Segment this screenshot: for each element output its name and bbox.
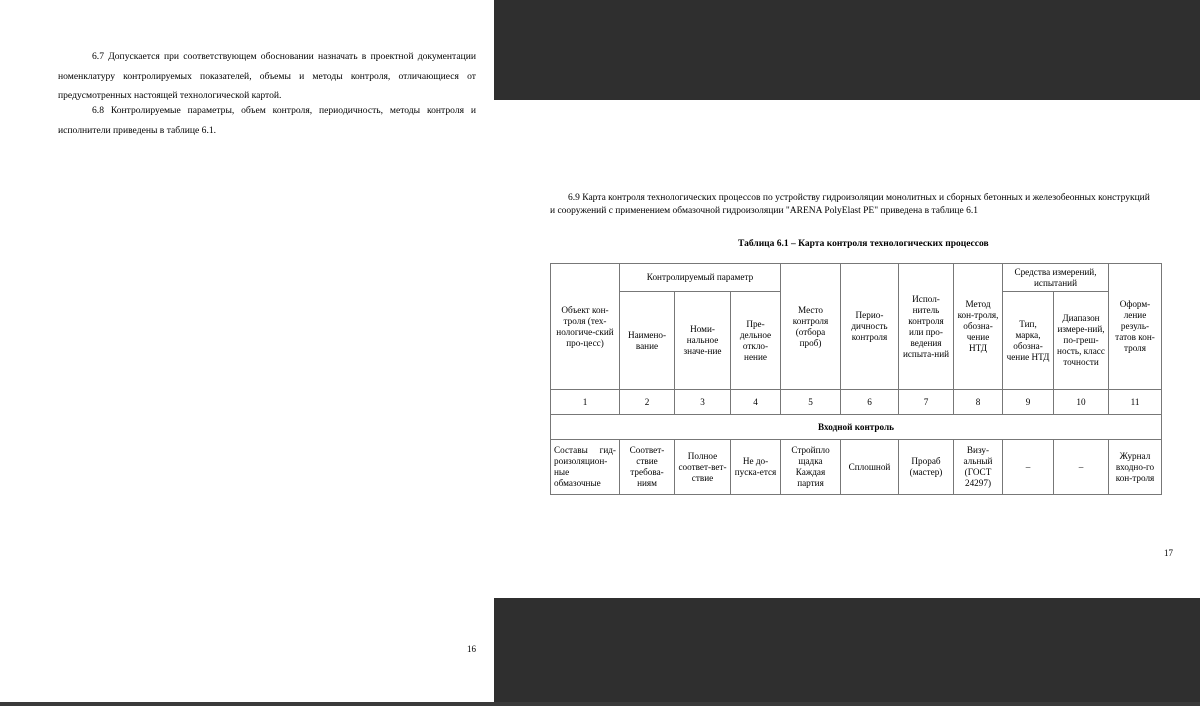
- right-page: [494, 100, 1200, 598]
- col-number: 2: [620, 390, 675, 415]
- col-number: 8: [954, 390, 1003, 415]
- header-object: Объект кон-троля (тех-нологиче-ский про-цесс): [551, 264, 620, 390]
- page-number-left: 16: [467, 644, 476, 654]
- header-place: Место контроля (отбора проб): [781, 264, 841, 390]
- col-number: 10: [1054, 390, 1109, 415]
- header-performer: Испол-нитель контроля или про-ведения испыта-ний: [899, 264, 954, 390]
- col-number: 4: [731, 390, 781, 415]
- col-number: 1: [551, 390, 620, 415]
- cell-name: Соответ-ствие требова-ниям: [620, 440, 675, 495]
- cell-registration: Журнал входно-го кон-троля: [1109, 440, 1162, 495]
- left-page: [0, 0, 494, 702]
- paragraph-6-9: 6.9 Карта контроля технологических процессов по устройству гидроизоляции монолитных и сборных бетонных и железобеонных конструкций и сооружений с применением обмазочной гидроизоляции "ARENA PolyElast PE" приведена в таблице 6.1: [550, 193, 1150, 216]
- col-number: 11: [1109, 390, 1162, 415]
- header-method: Метод кон-троля, обозна-чение НТД: [954, 264, 1003, 390]
- cell-period: Сплошной: [841, 440, 899, 495]
- col-number: 6: [841, 390, 899, 415]
- col-number: 5: [781, 390, 841, 415]
- section-input-control: Входной контроль: [551, 415, 1162, 440]
- cell-place: Стройпло щадка Каждая партия: [781, 440, 841, 495]
- table-title: Таблица 6.1 – Карта контроля технологических процессов: [738, 239, 989, 249]
- page-number-right: 17: [1164, 548, 1173, 558]
- viewer-background: [0, 702, 1200, 706]
- cell-method: Визу-альный (ГОСТ 24297): [954, 440, 1003, 495]
- col-number: 3: [675, 390, 731, 415]
- col-number: 9: [1003, 390, 1054, 415]
- header-group-param: Контролируемый параметр: [620, 264, 781, 292]
- cell-performer: Прораб (мастер): [899, 440, 954, 495]
- header-limit: Пре-дельное откло-нение: [731, 292, 781, 390]
- header-nominal: Номи-нальное значе-ние: [675, 292, 731, 390]
- cell-range: –: [1054, 440, 1109, 495]
- header-range: Диапазон измере-ний, по-греш-ность, класс точности: [1054, 292, 1109, 390]
- header-name: Наимено-вание: [620, 292, 675, 390]
- paragraph-6-8: 6.8 Контролируемые параметры, объем контроля, периодичность, методы контроля и исполнители приведены в таблице 6.1.: [58, 105, 476, 136]
- col-number: 7: [899, 390, 954, 415]
- header-registration: Оформ-ление резуль-татов кон-троля: [1109, 264, 1162, 390]
- header-group-means: Средства измерений, испытаний: [1003, 264, 1109, 292]
- cell-object: Составы гид-роизоляцион-ные обмазочные: [551, 440, 620, 495]
- header-type: Тип, марка, обозна-чение НТД: [1003, 292, 1054, 390]
- cell-limit: Не до-пуска-ется: [731, 440, 781, 495]
- header-period: Перио-дичность контроля: [841, 264, 899, 390]
- paragraph-6-7: 6.7 Допускается при соответствующем обосновании назначать в проектной документации номенклатуру контролируемых показателей, объемы и методы контроля, отличающиеся от предусмотренных настоящей технологической картой.: [58, 51, 476, 101]
- control-map-table: [550, 263, 1162, 495]
- cell-type: –: [1003, 440, 1054, 495]
- table-row: [551, 440, 1162, 495]
- cell-nominal: Полное соответ-вет-ствие: [675, 440, 731, 495]
